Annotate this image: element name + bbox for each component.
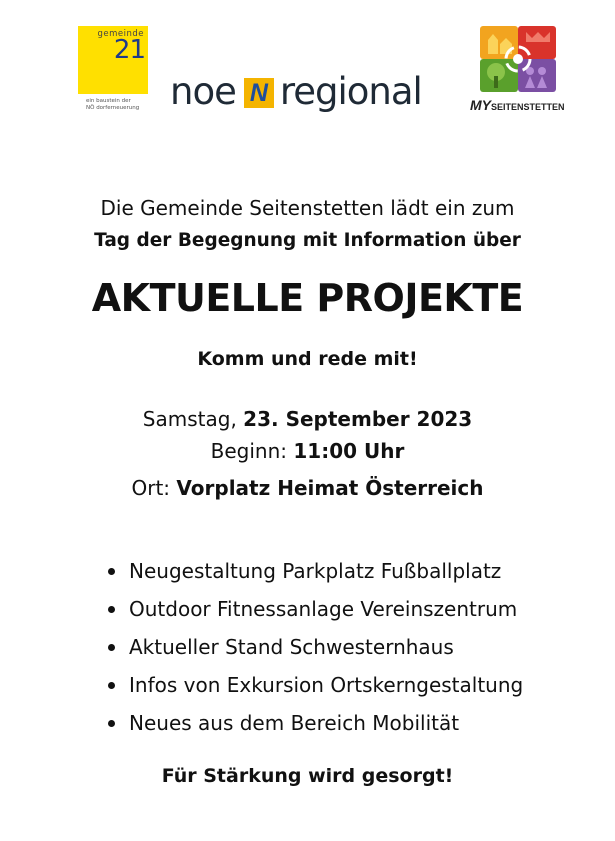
agenda-list — [108, 552, 523, 742]
agenda-item-text: Neugestaltung Parkplatz Fußballplatz — [129, 559, 502, 583]
my-seitenstetten-logo — [470, 24, 570, 119]
gemeinde21-number: 21 — [113, 35, 145, 65]
my-seitenstetten-caption — [470, 97, 570, 113]
event-date-line — [0, 407, 615, 431]
event-start-time: 11:00 Uhr — [293, 439, 405, 463]
agenda-item-text: Infos von Exkursion Ortskerngestaltung — [129, 673, 524, 697]
regional-word: regional — [279, 69, 422, 113]
noe-regional-logo — [170, 66, 422, 116]
agenda-item — [108, 552, 523, 590]
bullet-icon — [108, 720, 115, 727]
event-place-line — [0, 476, 615, 500]
agenda-item-text: Neues aus dem Bereich Mobilität — [129, 711, 460, 735]
my-seitenstetten-name: SEITENSTETTEN — [491, 102, 565, 112]
gemeinde21-caption — [86, 98, 166, 112]
invitation-slogan: Komm und rede mit! — [197, 348, 418, 370]
gemeinde21-caption-line1: ein baustein der — [86, 98, 131, 104]
my-seitenstetten-emblem — [470, 24, 570, 96]
noe-word: noe — [170, 69, 236, 113]
noe-n-letter: N — [249, 79, 268, 107]
gemeinde21-word: gemeinde — [97, 29, 144, 39]
my-prefix: MY — [470, 97, 491, 113]
agenda-item — [108, 590, 523, 628]
event-date: 23. September 2023 — [243, 407, 473, 431]
event-day-label: Samstag, — [142, 407, 237, 431]
agenda-item — [108, 666, 523, 704]
invitation-headline: AKTUELLE PROJEKTE — [91, 276, 524, 320]
bullet-icon — [108, 644, 115, 651]
noe-n-badge — [244, 78, 274, 108]
bullet-icon — [108, 606, 115, 613]
event-place-label: Ort: — [131, 476, 171, 500]
bullet-icon — [108, 682, 115, 689]
agenda-item — [108, 628, 523, 666]
event-start-label: Beginn: — [210, 439, 288, 463]
gemeinde21-logo — [78, 26, 148, 94]
invitation-intro: Die Gemeinde Seitenstetten lädt ein zum — [100, 196, 515, 220]
event-start-line — [0, 439, 615, 463]
invitation-subtitle: Tag der Begegnung mit Information über — [94, 230, 521, 251]
agenda-item-text: Aktueller Stand Schwesternhaus — [129, 635, 454, 659]
agenda-item — [108, 704, 523, 742]
closing-line: Für Stärkung wird gesorgt! — [161, 765, 454, 787]
bullet-icon — [108, 568, 115, 575]
agenda-item-text: Outdoor Fitnessanlage Vereinszentrum — [129, 597, 518, 621]
gemeinde21-caption-line2: NÖ dorferneuerung — [86, 105, 140, 111]
event-place: Vorplatz Heimat Österreich — [176, 476, 484, 500]
